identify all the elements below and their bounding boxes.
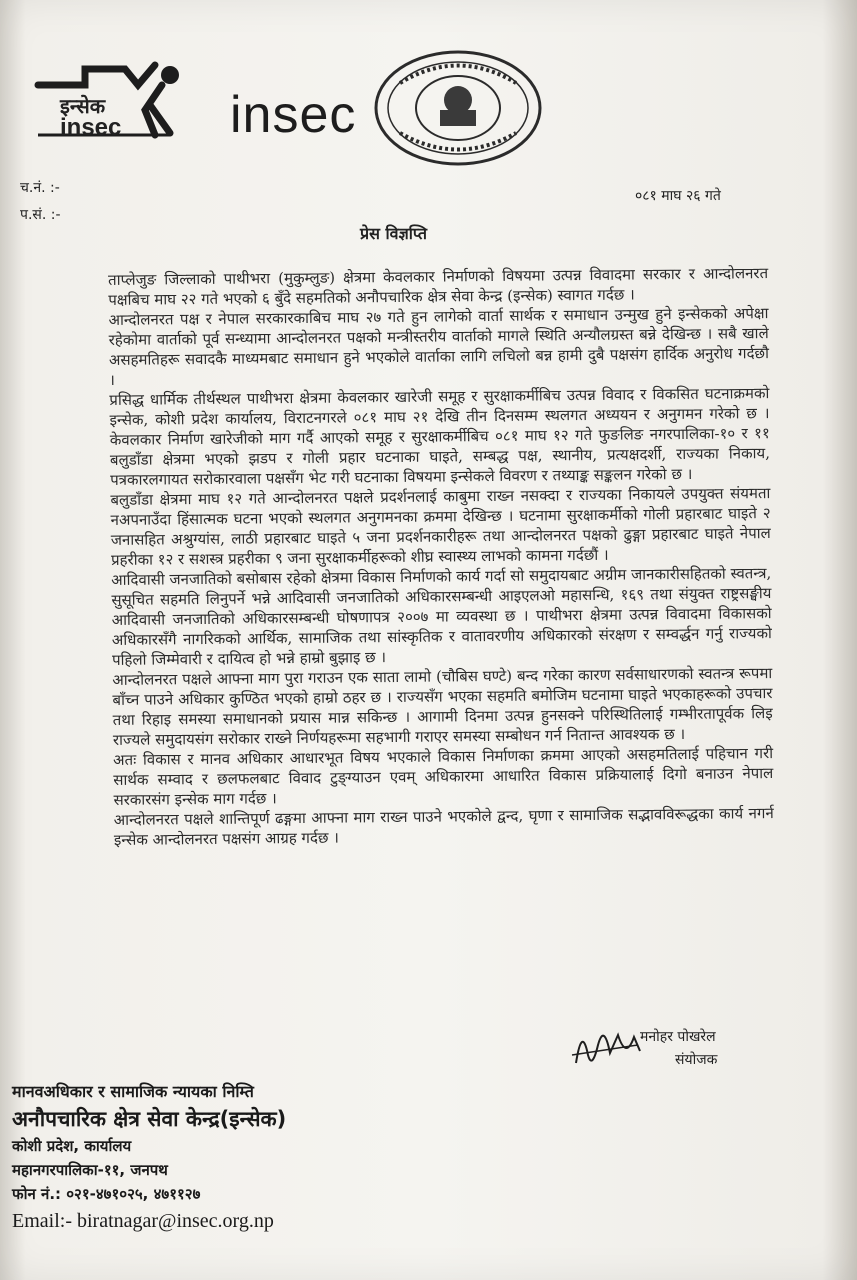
page-title: प्रेस विज्ञप्ति bbox=[360, 224, 427, 243]
letter-date: ०८१ माघ २६ गते bbox=[635, 188, 721, 204]
letter-body bbox=[108, 263, 774, 850]
paragraph: आदिवासी जनजातिको बसोबास रहेको क्षेत्रमा विकास निर्माणको कार्य गर्दा सो समुदायबाट अग्रीम जानकारीसहितको स्वतन्त्र, सुसूचित सहमति लिनुपर्ने भन्ने आदिवासी जनजातिको अधिकारसम्बन्धी आइएलओ महासन्धि, १६९ तथा संयुक्त राष्ट्रसङ्घीय आदिवासी जनजातिको अधिकारसम्बन्धी घोषणापत्र २००७ मा व्यवस्था छ । पाथीभरा क्षेत्रमा उत्पन्न विवादमा विकासको अधिकारसँगै नागरिकको आर्थिक, सामाजिक तथा सांस्कृतिक र वातावरणीय अधिकारको संरक्षण र सम्वर्द्धन गर्नु राज्यको पहिलो जिम्मेवारी र दायित्व हो भन्ने हाम्रो बुझाइ छ । bbox=[111, 564, 772, 669]
footer-tagline: मानवअधिकार र सामाजिक न्यायका निम्ति bbox=[12, 1082, 254, 1101]
official-seal bbox=[370, 48, 545, 168]
logo-devanagari: इन्सेक insec bbox=[60, 94, 122, 141]
letter-number-label: च.नं. :- bbox=[20, 180, 60, 196]
paragraph: आन्दोलनरत पक्ष र नेपाल सरकारकाबिच माघ २७ गते हुन लागेको वार्ता सार्थक र समाधान उन्मुख हुने इन्सेकको अपेक्षा रहेकोमा वार्ताको पूर्व सन्ध्यामा आन्दोलनरत पक्षको मन्त्रीस्तरीय वार्ताको मागले स्थिति अन्यौलग्रस्त बन्ने देखिन्छ । सबै खाले असहमतिहरू सवादकै माध्यमबाट समाधान हुने भएकोले वार्ताका लागि लचिलो बन्न हामी दुबै पक्षसंग हार्दिक अनुरोध गर्दछौ । bbox=[108, 304, 770, 389]
logo-latin-small: insec bbox=[60, 114, 122, 141]
footer-office: कोशी प्रदेश, कार्यालय bbox=[12, 1137, 132, 1155]
footer-address: महानगरपालिका-११, जनपथ bbox=[12, 1161, 168, 1179]
signatory-role: संयोजक bbox=[675, 1052, 718, 1068]
footer-phone: फोन नं.: ०२१-४७१०२५, ४७११२७ bbox=[12, 1185, 201, 1203]
signatory-name: मनोहर पोखरेल bbox=[640, 1029, 716, 1045]
footer-contact bbox=[12, 1080, 286, 1236]
seal-stamp-icon bbox=[370, 48, 545, 168]
footer-org-name: अनौपचारिक क्षेत्र सेवा केन्द्र(इन्सेक) bbox=[12, 1107, 287, 1131]
insec-logo bbox=[30, 55, 370, 155]
dispatch-number-label: प.सं. :- bbox=[20, 207, 61, 223]
footer-email[interactable]: Email:- biratnagar@insec.org.np bbox=[12, 1210, 274, 1232]
paragraph: प्रसिद्ध धार्मिक तीर्थस्थल पाथीभरा क्षेत्रमा केवलकार खारेजी समूह र सुरक्षाकर्मीबिच उत्पन्न विवाद र विकसित घटनाक्रमको इन्सेक, कोशी प्रदेश कार्यालय, विराटनगरले ०८१ माघ २१ देखि तीन दिनसम्म स्थलगत अध्ययन र अनुगमन गरेको छ । केवलकार निर्माण खारेजीको माग गर्दै आएको समूह र सुरक्षाकर्मीबिच ०८१ माघ १२ गते फुङलिङ नगरपालिका-१० र ११ बलुडाँडा क्षेत्रमा भएको झडप र गोली प्रहार घटनाका घाइते, सम्बद्ध पक्ष, स्थानीय, प्रत्यक्षदर्शी, राज्यका निकाय, पत्रकारलगायत सरोकारवाला पक्षसँग भेट गरी घटनाका विषयमा इन्सेकले विवरण र तथ्याङ्क सङ्कलन गरेको छ । bbox=[109, 384, 771, 489]
paragraph: ताप्लेजुङ जिल्लाको पाथीभरा (मुकुम्लुङ) क्षेत्रमा केवलकार निर्माणको विषयमा उत्पन्न विवादमा सरकार र आन्दोलनरत पक्षबिच माघ २२ गते भएको ६ बुँदे सहमतिको अनौपचारिक क्षेत्र सेवा केन्द्र (इन्सेक) स्वागत गर्दछ । bbox=[108, 264, 769, 309]
paragraph: आन्दोलनरत पक्षले आफ्ना माग पुरा गराउन एक साता लामो (चौबिस घण्टे) बन्द गरेका कारण सर्वसाधारणको स्वतन्त्र रूपमा बाँच्न पाउने अधिकार कुण्ठित भएको हाम्रो ठहर छ । राज्यसँग भएका सहमति बमोजिम घटनामा घाइते भएकाहरूको उपचार तथा रिहाइ समस्या समाधानको प्रयास मान्न सकिन्छ । आगामी दिनमा उत्पन्न हुनसक्ने परिस्थितिलाई गम्भीरतापूर्वक लिइ राज्यले समुदायसंग सरोकार राख्ने निर्णयहरूमा सहभागी गराएर समस्या सम्बोधन गर्न नितान्त आवश्यक छ । bbox=[112, 664, 773, 749]
paragraph: आन्दोलनरत पक्षले शान्तिपूर्ण ढङ्गमा आफ्ना माग राख्न पाउने भएकोले द्वन्द, घृणा र सामाजिक सद्भावविरूद्धका कार्य नगर्न इन्सेक आन्दोलनरत पक्षसंग आग्रह गर्दछ । bbox=[113, 804, 774, 849]
paragraph: अतः विकास र मानव अधिकार आधारभूत विषय भएकाले विकास निर्माणका क्रममा आएको असहमतिलाई पहिचान गरी सार्थक सम्वाद र छलफलबाट विवाद टुङ्ग्याउन एवम् अधिकारमा आधारित विकास प्रक्रियालाई दिगो बनाउन नेपाल सरकारसंग इन्सेक माग गर्दछ । bbox=[113, 744, 774, 809]
logo-latin: insec bbox=[230, 86, 357, 144]
paragraph: बलुडाँडा क्षेत्रमा माघ १२ गते आन्दोलनरत पक्षले प्रदर्शनलाई काबुमा राख्न नसक्दा र राज्यका निकायले उपयुक्त संयमता नअपनाउँदा हिंसात्मक घटना भएको स्थलगत अनुगमनका क्रममा देखिन्छ । घटनामा सुरक्षाकर्मीको गोली प्रहारबाट घाइते २ जनासहित अश्रुग्यांस, लाठी प्रहारबाट घाइते ५ जना प्रदर्शनकारीहरू तथा आन्दोलनरत पक्षको ढुङ्गा प्रहारबाट घाइते नेपाल प्रहरीका १२ र सशस्त्र प्रहरीका ९ जना सुरक्षाकर्मीहरूको शीघ्र स्वास्थ्य लाभको कामना गर्दछौं । bbox=[110, 484, 771, 569]
